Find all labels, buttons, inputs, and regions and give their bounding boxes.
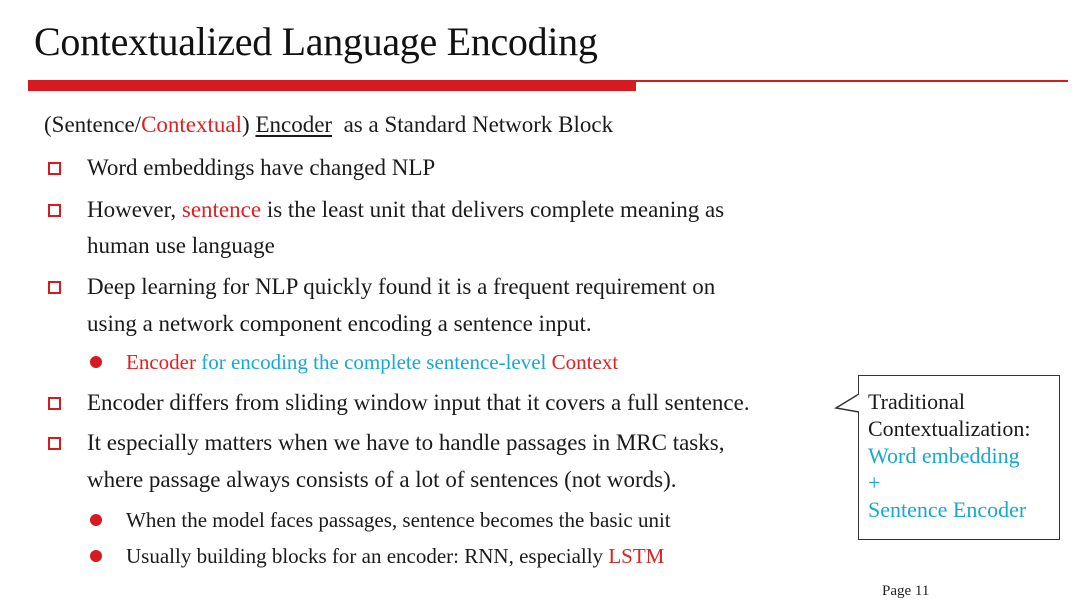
title-underline-thick bbox=[28, 80, 636, 91]
round-bullet-icon bbox=[90, 514, 102, 526]
callout-pointer-icon bbox=[834, 392, 864, 422]
bullet-1: Word embeddings have changed NLP bbox=[87, 155, 436, 180]
bullet-2-text: is the least unit that delivers complete meaning as bbox=[261, 197, 725, 222]
title-underline-thin bbox=[636, 80, 1068, 82]
callout-box bbox=[858, 375, 1060, 540]
slide-title: Contextualized Language Encoding bbox=[34, 19, 598, 64]
bullet-4: Encoder differs from sliding window input that it covers a full sentence. bbox=[87, 390, 750, 415]
bullet-3-line-2: using a network component encoding a sentence input. bbox=[87, 311, 592, 336]
subbullet-context-term: Context bbox=[551, 350, 619, 374]
subtitle-part: as a Standard Network Block bbox=[332, 112, 614, 137]
bullet-3-line-1: Deep learning for NLP quickly found it is a frequent requirement on bbox=[87, 274, 716, 299]
square-bullet-icon bbox=[48, 204, 61, 217]
square-bullet-icon bbox=[48, 162, 61, 175]
callout-line-4: + bbox=[868, 470, 881, 495]
callout-line-3: Word embedding bbox=[868, 443, 1020, 468]
subtitle-part: (Sentence/ bbox=[44, 112, 142, 137]
subbullet-lstm-term: LSTM bbox=[608, 544, 665, 568]
square-bullet-icon bbox=[48, 397, 61, 410]
subtitle-encoder: Encoder bbox=[255, 112, 333, 137]
bullet-2-text: However, bbox=[87, 197, 182, 222]
subbullet-blocks bbox=[126, 542, 664, 570]
round-bullet-icon bbox=[90, 550, 102, 562]
slide-subtitle bbox=[44, 112, 613, 138]
subbullet-encoder-text: for encoding the complete sentence-level bbox=[195, 350, 552, 374]
callout-line-1: Traditional bbox=[868, 389, 965, 414]
square-bullet-icon bbox=[48, 437, 61, 450]
subbullet-encoder bbox=[126, 348, 618, 376]
subbullet-passages: When the model faces passages, sentence becomes the basic unit bbox=[126, 508, 671, 532]
subbullet-blocks-text: Usually building blocks for an encoder: RNN, especially bbox=[126, 544, 609, 568]
square-bullet-icon bbox=[48, 281, 61, 294]
subtitle-contextual: Contextual bbox=[141, 112, 243, 137]
bullet-2-highlight: sentence bbox=[181, 197, 262, 222]
bullet-2-line-2: human use language bbox=[87, 233, 275, 258]
subbullet-encoder-term: Encoder bbox=[126, 350, 196, 374]
callout-line-5: Sentence Encoder bbox=[868, 497, 1027, 522]
round-bullet-icon bbox=[90, 356, 102, 368]
bullet-5-line-2: where passage always consists of a lot of sentences (not words). bbox=[87, 467, 677, 492]
bullet-5-line-1: It especially matters when we have to handle passages in MRC tasks, bbox=[87, 430, 725, 455]
subtitle-part: ) bbox=[242, 112, 256, 137]
page-number: Page 11 bbox=[882, 583, 930, 599]
bullet-2-line-1 bbox=[87, 192, 724, 228]
callout-line-2: Contextualization: bbox=[868, 416, 1031, 441]
